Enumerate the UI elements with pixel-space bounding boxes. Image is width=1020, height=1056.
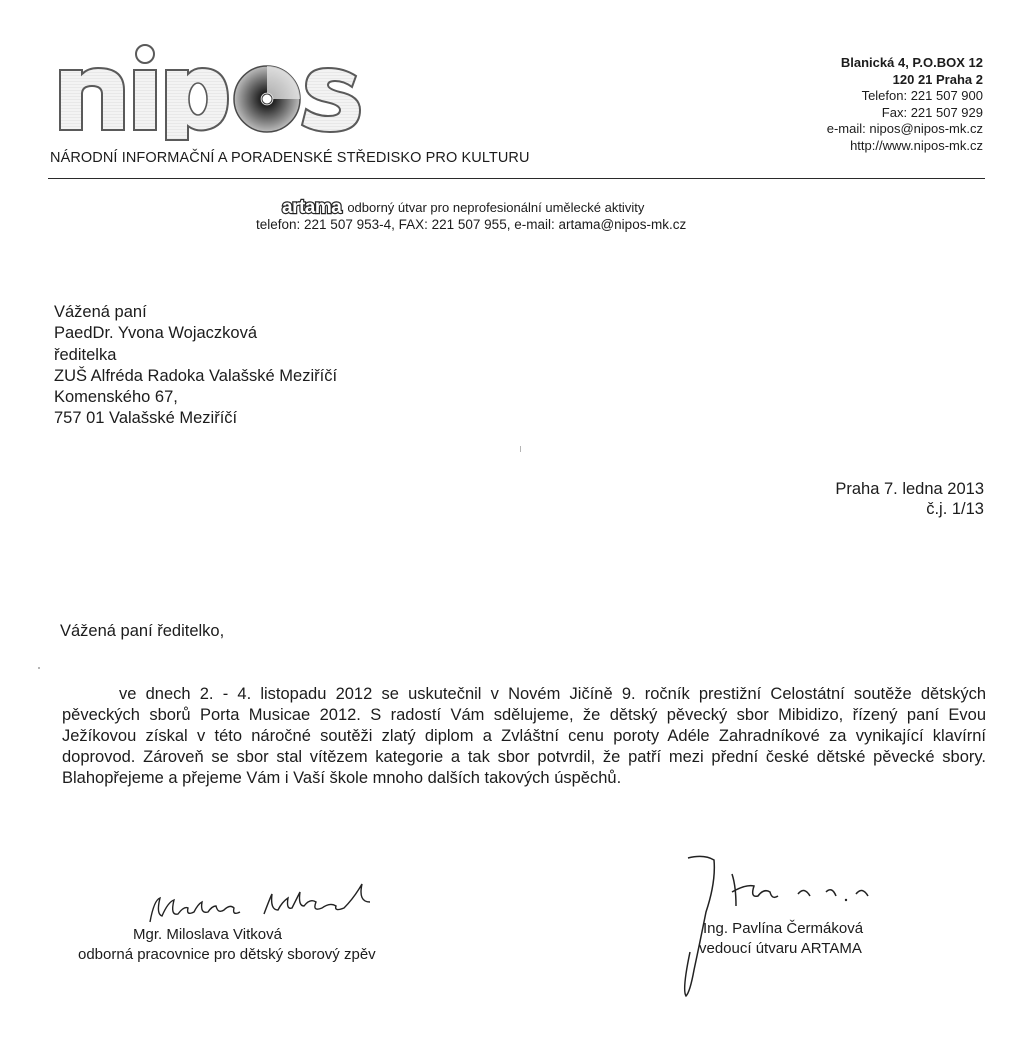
scan-speck — [38, 667, 40, 669]
nipos-logo-graphic — [52, 42, 372, 142]
artama-description: odborný útvar pro neprofesionální umělecké aktivity — [347, 200, 645, 215]
recipient-city: 757 01 Valašské Meziříčí — [54, 409, 238, 428]
recipient-street: Komenského 67, — [54, 388, 178, 407]
signatory-left-role: odborná pracovnice pro dětský sborový zpěv — [78, 946, 376, 963]
header-divider — [48, 178, 985, 179]
signatory-right-role: vedoucí útvaru ARTAMA — [699, 940, 862, 957]
nipos-logo — [52, 42, 372, 142]
recipient-school: ZUŠ Alfréda Radoka Valašské Meziříčí — [54, 366, 338, 385]
organization-name: NÁRODNÍ INFORMAČNÍ A PORADENSKÉ STŘEDISKO PRO KULTURU — [50, 150, 530, 166]
letter-greeting: Vážená paní ředitelko, — [60, 622, 225, 640]
recipient-address — [54, 302, 337, 430]
artama-contact-line: telefon: 221 507 953-4, FAX: 221 507 955, e-mail: artama@nipos-mk.cz — [256, 217, 687, 232]
contact-website[interactable]: http://www.nipos-mk.cz — [850, 137, 983, 153]
contact-fax: Fax: 221 507 929 — [881, 104, 983, 120]
recipient-name: PaedDr. Yvona Wojaczková — [54, 324, 258, 343]
artama-logo: artama — [282, 197, 342, 218]
signature-left — [140, 880, 380, 930]
recipient-salutation: Vážená paní — [54, 303, 147, 321]
contact-city: 120 21 Praha 2 — [892, 71, 983, 87]
contact-street: Blanická 4, P.O.BOX 12 — [840, 55, 983, 70]
place-date: Praha 7. ledna 2013 — [835, 480, 984, 498]
reference-number: č.j. 1/13 — [926, 500, 984, 518]
contact-phone: Telefon: 221 507 900 — [861, 88, 983, 103]
signatory-left-name: Mgr. Miloslava Vitková — [133, 926, 282, 943]
contact-email[interactable]: e-mail: nipos@nipos-mk.cz — [826, 121, 983, 136]
date-block — [835, 479, 984, 519]
contact-block — [827, 55, 983, 154]
scan-speck — [520, 446, 521, 452]
letter-body: ve dnech 2. - 4. listopadu 2012 se uskutečnil v Novém Jičíně 9. ročník prestižní Celostátní soutěže dětských pěveckých sborů Porta Musicae 2012. S radostí Vám sdělujeme, že dětský pěvecký sbor Mibidizo, řízený paní Evou Ježíkovou získal v této náročné soutěži zlatý diplom a Zvláštní cenu poroty Adéle Zahradníkové za vynikající klavírní doprovod. Zároveň se sbor stal vítězem kategorie a tak sbor potvrdil, že patří mezi přední české dětské pěvecké sbory. Blahopřejeme a přejeme Vám i Vaší škole mnoho dalších takových úspěchů. — [62, 685, 986, 787]
recipient-title: ředitelka — [54, 345, 117, 364]
signatory-right-name: Ing. Pavlína Čermáková — [703, 920, 864, 937]
artama-header — [282, 197, 644, 219]
